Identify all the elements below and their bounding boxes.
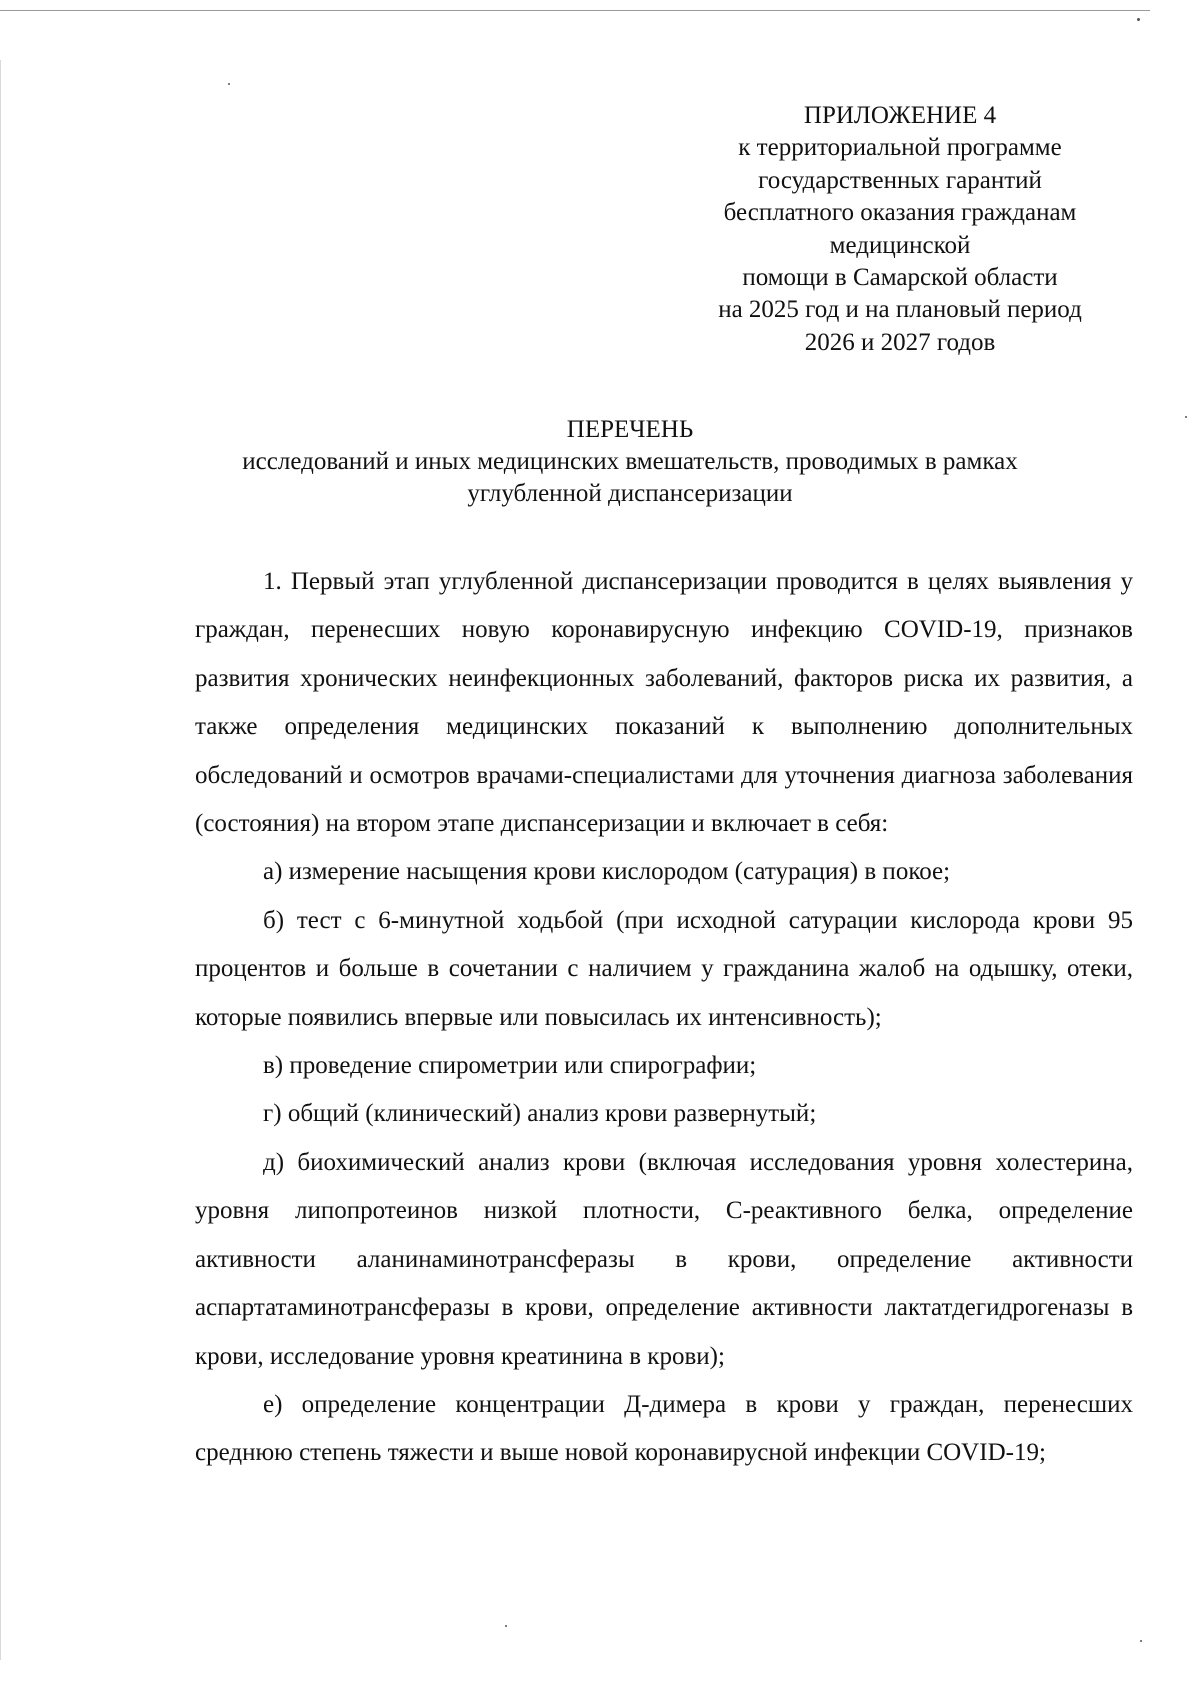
appendix-header-line: 2026 и 2027 годов <box>804 328 996 356</box>
scan-speck <box>1185 416 1187 418</box>
list-item-g: г) общий (клинический) анализ крови развернутый; <box>263 1100 817 1128</box>
appendix-header-line: к территориальной программе <box>738 134 1062 162</box>
title-subtitle-line: исследований и иных медицинских вмешательств, проводимых в рамках <box>242 448 1018 475</box>
title-heading: ПЕРЕЧЕНЬ <box>566 416 694 443</box>
list-item-a: а) измерение насыщения крови кислородом (сатурация) в покое; <box>263 858 951 886</box>
scan-speck <box>1137 18 1140 21</box>
appendix-header <box>680 100 1120 359</box>
appendix-header-line: помощи в Самарской области <box>742 264 1058 292</box>
appendix-header-line: на 2025 год и на плановый период <box>718 296 1082 324</box>
appendix-header-line: медицинской <box>829 231 971 259</box>
list-item-e: е) определение концентрации Д-димера в крови у граждан, перенесших среднюю степень тяжести и выше новой коронавирусной инфекции COVID-19; <box>195 1390 1133 1467</box>
list-item-v: в) проведение спирометрии или спирографии; <box>263 1052 757 1080</box>
scan-margin-line <box>0 60 1 1660</box>
paragraph-intro: 1. Первый этап углубленной диспансеризации проводится в целях выявления у граждан, перенесших новую коронавирусную инфекцию COVID-19, признаков развития хронических неинфекционных заболеваний, факторов риска их развития, а также определения медицинских показаний к выполнению дополнительных обследований и осмотров врачами-специалистами для уточнения диагноза заболевания (состояния) на втором этапе диспансеризации и включает в себя: <box>195 568 1133 838</box>
scan-edge-line <box>0 10 1150 11</box>
appendix-header-line: бесплатного оказания гражданам <box>723 199 1077 227</box>
scan-speck <box>505 1625 507 1627</box>
list-item-d: д) биохимический анализ крови (включая исследования уровня холестерина, уровня липопротеинов низкой плотности, С-реактивного белка, определение активности аланинаминотрансферазы в крови, определение активности аспартатаминотрансферазы в крови, определение активности лактатдегидрогеназы в крови, исследование уровня креатинина в крови); <box>195 1148 1133 1370</box>
scan-speck <box>228 83 230 85</box>
document-body <box>195 558 1133 1478</box>
list-item-b: б) тест с 6-минутной ходьбой (при исходной сатурации кислорода крови 95 процентов и больше в сочетании с наличием у гражданина жалоб на одышку, отеки, которые появились впервые или повысилась их интенсивность); <box>195 906 1133 1031</box>
appendix-header-line: государственных гарантий <box>758 166 1042 194</box>
document-title <box>150 414 1110 510</box>
appendix-number: ПРИЛОЖЕНИЕ 4 <box>803 102 997 129</box>
scan-speck <box>1140 1640 1142 1642</box>
title-subtitle-line: углубленной диспансеризации <box>467 480 793 507</box>
